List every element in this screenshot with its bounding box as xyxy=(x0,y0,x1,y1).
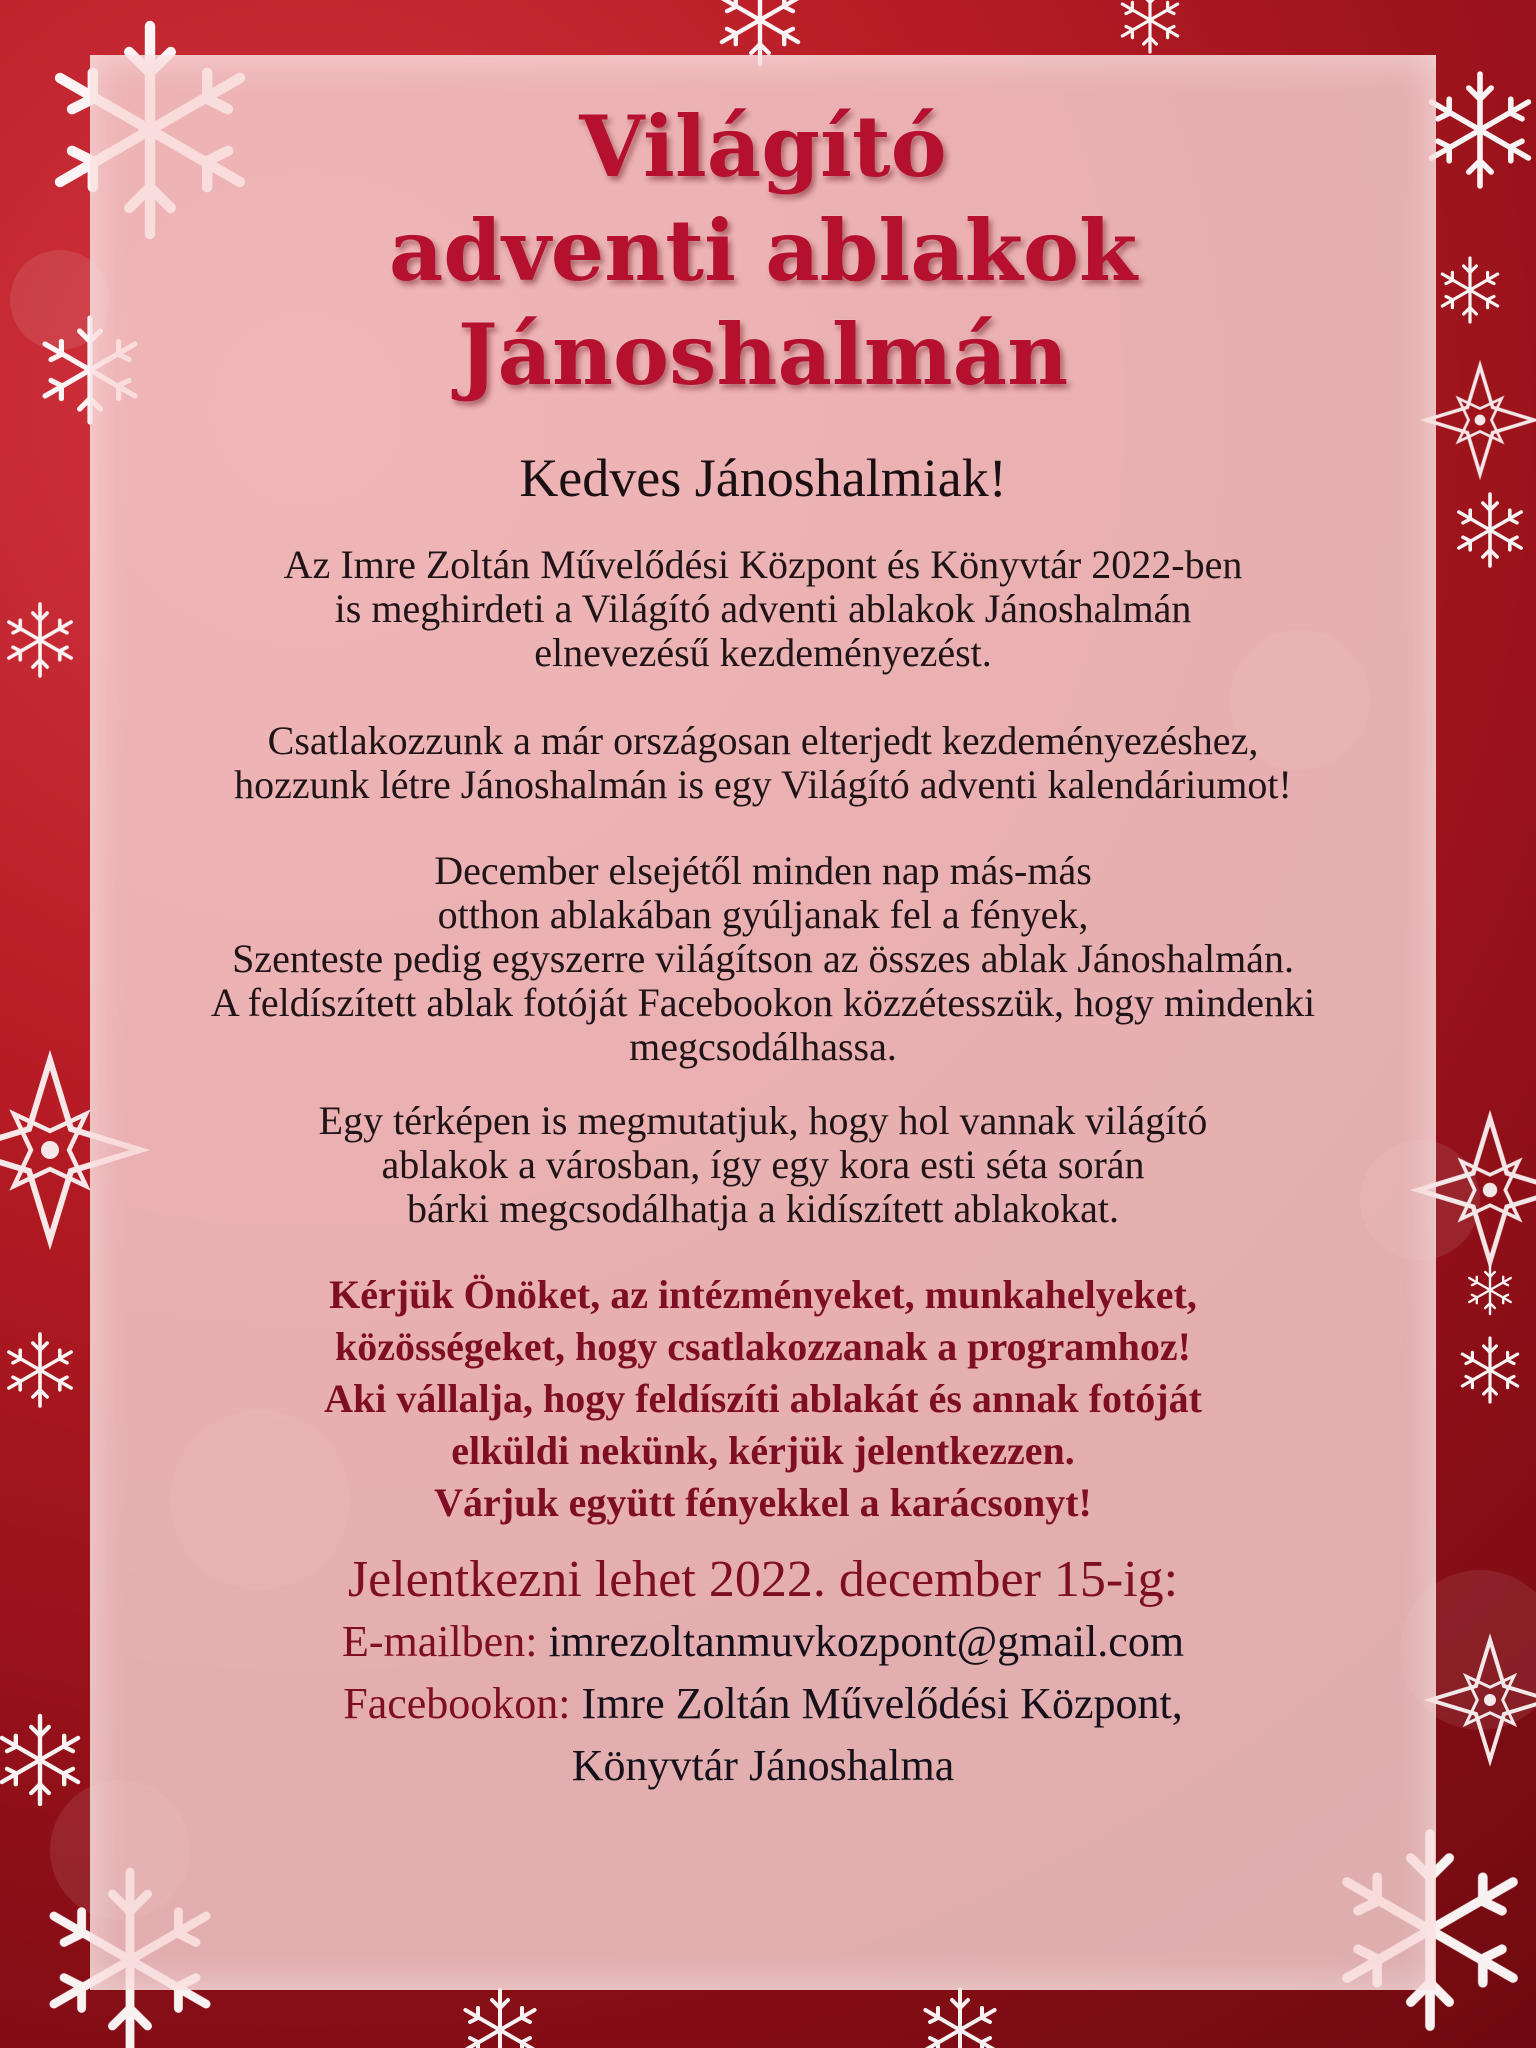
appeal-block xyxy=(90,1269,1436,1529)
email-line xyxy=(90,1611,1436,1673)
appeal-line: Aki vállalja, hogy feldíszíti ablakát és annak fotóját xyxy=(324,1376,1202,1421)
contact-block xyxy=(90,1611,1436,1797)
greeting: Kedves Jánoshalmiak! xyxy=(519,448,1007,508)
paragraph-line: elnevezésű kezdeményezést. xyxy=(534,630,992,675)
title-line-2: adventi ablakok xyxy=(388,201,1138,300)
paragraph-line: bárki megcsodálhatja a kidíszített ablakokat. xyxy=(407,1186,1119,1231)
paragraph-line: is meghirdeti a Világító adventi ablakok Jánoshalmán xyxy=(334,586,1192,631)
paragraph-line: Az Imre Zoltán Művelődési Központ és Könyvtár 2022-ben xyxy=(283,542,1243,587)
facebook-page-name[interactable]: Imre Zoltán Művelődési Központ, xyxy=(581,1679,1183,1728)
paragraph-line: hozzunk létre Jánoshalmán is egy Világító adventi kalendáriumot! xyxy=(234,762,1292,807)
paragraph-line: megcsodálhassa. xyxy=(629,1024,897,1069)
appeal-line: Várjuk együtt fényekkel a karácsonyt! xyxy=(434,1480,1092,1525)
facebook-page-name-continued[interactable]: Könyvtár Jánoshalma xyxy=(571,1741,955,1790)
poster-content xyxy=(90,55,1436,1797)
poster-title xyxy=(90,95,1436,407)
paragraph-map xyxy=(90,1099,1436,1231)
email-label: E-mailben: xyxy=(341,1617,538,1666)
paragraph-intro xyxy=(90,543,1436,675)
paragraph-line: Szenteste pedig egyszerre világítson az összes ablak Jánoshalmán. xyxy=(232,936,1294,981)
appeal-line: Kérjük Önöket, az intézményeket, munkahelyeket, xyxy=(329,1272,1197,1317)
paragraph-line: otthon ablakában gyúljanak fel a fények, xyxy=(437,892,1089,937)
paragraph-line: December elsejétől minden nap más-más xyxy=(434,848,1092,893)
paragraph-join xyxy=(90,719,1436,807)
paragraph-schedule xyxy=(90,849,1436,1069)
title-line-1: Világító xyxy=(579,97,947,196)
email-address[interactable]: imrezoltanmuvkozpont@gmail.com xyxy=(548,1617,1185,1666)
title-line-3: Jánoshalmán xyxy=(457,305,1069,404)
facebook-label: Facebookon: xyxy=(343,1679,571,1728)
paragraph-line: ablakok a városban, így egy kora esti séta során xyxy=(381,1142,1145,1187)
appeal-line: közösségeket, hogy csatlakozzanak a programhoz! xyxy=(335,1324,1191,1369)
paragraph-line: Csatlakozzunk a már országosan elterjedt kezdeményezéshez, xyxy=(267,718,1259,763)
deadline-heading: Jelentkezni lehet 2022. december 15-ig: xyxy=(347,1551,1179,1608)
paragraph-line: A feldíszített ablak fotóját Facebookon közzétesszük, hogy mindenki xyxy=(210,980,1316,1025)
facebook-line xyxy=(90,1673,1436,1735)
paragraph-line: Egy térképen is megmutatjuk, hogy hol vannak világító xyxy=(318,1098,1208,1143)
appeal-line: elküldi nekünk, kérjük jelentkezzen. xyxy=(451,1428,1075,1473)
